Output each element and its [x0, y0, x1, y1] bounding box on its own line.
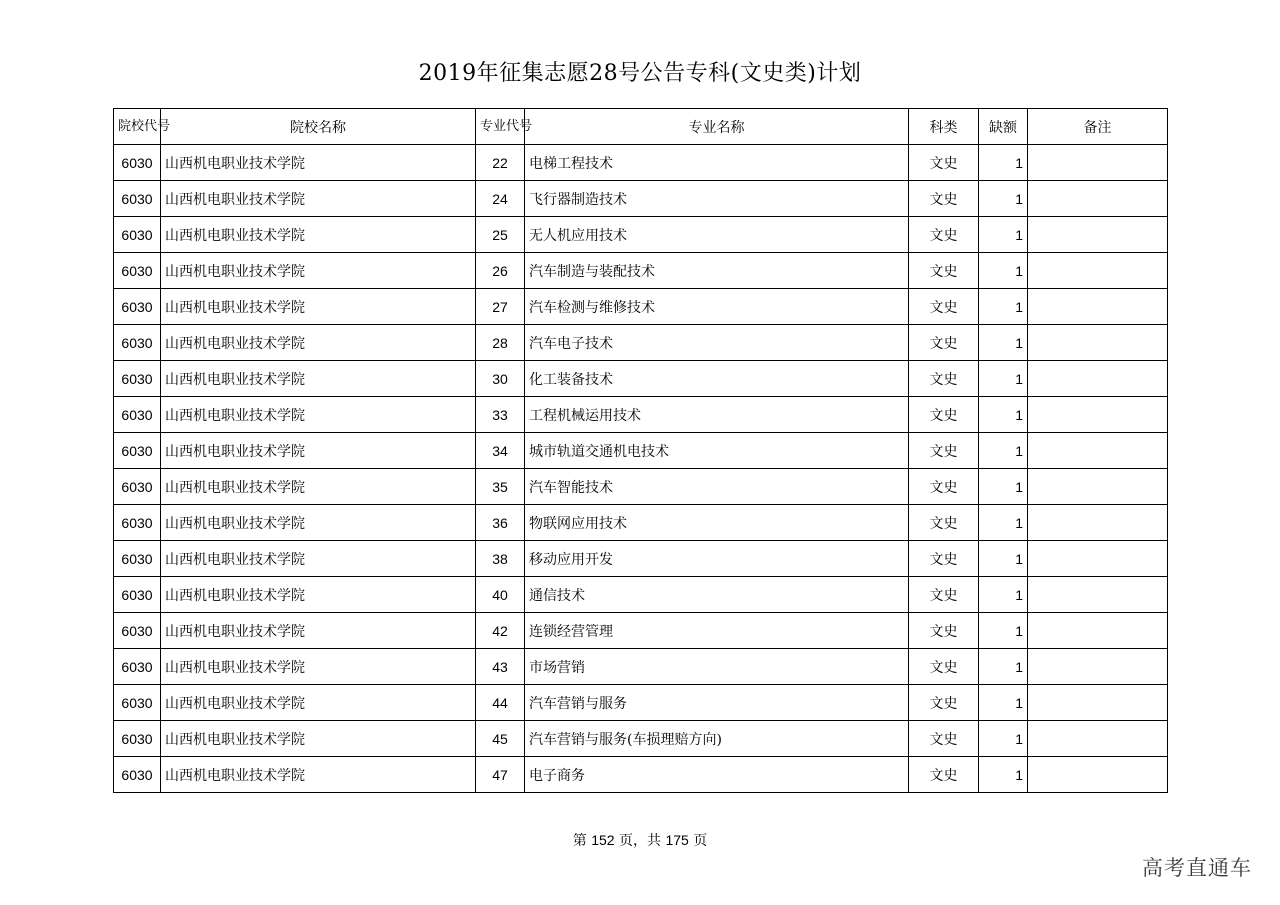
- cell-school-code: 6030: [114, 289, 161, 325]
- cell-major-name: 市场营销: [525, 649, 909, 685]
- cell-major-name: 电子商务: [525, 757, 909, 793]
- cell-note: [1028, 217, 1168, 253]
- table-row: [114, 325, 1168, 361]
- table-row: [114, 613, 1168, 649]
- cell-note: [1028, 325, 1168, 361]
- cell-category: 文史: [909, 685, 979, 721]
- table-row: [114, 649, 1168, 685]
- cell-major-name: 汽车营销与服务: [525, 685, 909, 721]
- cell-vacancy: 1: [979, 685, 1028, 721]
- cell-school-code: 6030: [114, 181, 161, 217]
- cell-school-code: 6030: [114, 613, 161, 649]
- cell-note: [1028, 397, 1168, 433]
- table-row: [114, 541, 1168, 577]
- table-row: [114, 145, 1168, 181]
- cell-major-code: 30: [476, 361, 525, 397]
- cell-major-name: 汽车制造与装配技术: [525, 253, 909, 289]
- cell-school-code: 6030: [114, 325, 161, 361]
- cell-category: 文史: [909, 145, 979, 181]
- cell-vacancy: 1: [979, 613, 1028, 649]
- cell-vacancy: 1: [979, 757, 1028, 793]
- table-row: [114, 433, 1168, 469]
- table-row: [114, 253, 1168, 289]
- footer-middle: 页，共: [619, 833, 661, 849]
- cell-category: 文史: [909, 397, 979, 433]
- cell-school-name: 山西机电职业技术学院: [161, 505, 476, 541]
- cell-note: [1028, 145, 1168, 181]
- header-school-code: 院校代号: [114, 109, 161, 145]
- table-row: [114, 397, 1168, 433]
- cell-school-name: 山西机电职业技术学院: [161, 613, 476, 649]
- header-school-name: 院校名称: [161, 109, 476, 145]
- cell-school-name: 山西机电职业技术学院: [161, 577, 476, 613]
- cell-category: 文史: [909, 325, 979, 361]
- cell-major-name: 城市轨道交通机电技术: [525, 433, 909, 469]
- cell-major-code: 44: [476, 685, 525, 721]
- table-body: [114, 145, 1168, 793]
- cell-school-name: 山西机电职业技术学院: [161, 145, 476, 181]
- cell-vacancy: 1: [979, 433, 1028, 469]
- cell-note: [1028, 289, 1168, 325]
- cell-school-name: 山西机电职业技术学院: [161, 253, 476, 289]
- table-row: [114, 505, 1168, 541]
- cell-school-code: 6030: [114, 577, 161, 613]
- cell-vacancy: 1: [979, 505, 1028, 541]
- cell-note: [1028, 649, 1168, 685]
- cell-school-name: 山西机电职业技术学院: [161, 757, 476, 793]
- cell-school-name: 山西机电职业技术学院: [161, 361, 476, 397]
- enrollment-plan-table: [113, 108, 1168, 793]
- cell-school-code: 6030: [114, 145, 161, 181]
- cell-category: 文史: [909, 541, 979, 577]
- cell-category: 文史: [909, 181, 979, 217]
- cell-note: [1028, 613, 1168, 649]
- header-note: 备注: [1028, 109, 1168, 145]
- cell-school-name: 山西机电职业技术学院: [161, 181, 476, 217]
- cell-major-name: 化工装备技术: [525, 361, 909, 397]
- cell-major-name: 物联网应用技术: [525, 505, 909, 541]
- cell-vacancy: 1: [979, 217, 1028, 253]
- cell-vacancy: 1: [979, 721, 1028, 757]
- cell-major-code: 36: [476, 505, 525, 541]
- table-row: [114, 469, 1168, 505]
- footer-suffix: 页: [693, 833, 708, 849]
- cell-major-name: 无人机应用技术: [525, 217, 909, 253]
- cell-school-name: 山西机电职业技术学院: [161, 721, 476, 757]
- cell-school-name: 山西机电职业技术学院: [161, 649, 476, 685]
- cell-school-name: 山西机电职业技术学院: [161, 217, 476, 253]
- cell-major-name: 汽车检测与维修技术: [525, 289, 909, 325]
- table-row: [114, 181, 1168, 217]
- cell-category: 文史: [909, 361, 979, 397]
- cell-school-code: 6030: [114, 757, 161, 793]
- cell-note: [1028, 757, 1168, 793]
- cell-school-code: 6030: [114, 649, 161, 685]
- cell-school-name: 山西机电职业技术学院: [161, 397, 476, 433]
- footer-total-pages: 175: [665, 832, 689, 848]
- cell-major-code: 33: [476, 397, 525, 433]
- table-row: [114, 577, 1168, 613]
- cell-category: 文史: [909, 253, 979, 289]
- cell-vacancy: 1: [979, 577, 1028, 613]
- cell-major-name: 工程机械运用技术: [525, 397, 909, 433]
- cell-major-code: 38: [476, 541, 525, 577]
- cell-major-code: 22: [476, 145, 525, 181]
- table-header-row: [114, 109, 1168, 145]
- cell-note: [1028, 541, 1168, 577]
- cell-major-name: 通信技术: [525, 577, 909, 613]
- cell-category: 文史: [909, 721, 979, 757]
- cell-vacancy: 1: [979, 361, 1028, 397]
- cell-major-name: 汽车智能技术: [525, 469, 909, 505]
- cell-category: 文史: [909, 649, 979, 685]
- cell-vacancy: 1: [979, 469, 1028, 505]
- cell-vacancy: 1: [979, 649, 1028, 685]
- cell-vacancy: 1: [979, 289, 1028, 325]
- cell-school-code: 6030: [114, 217, 161, 253]
- table-row: [114, 289, 1168, 325]
- cell-vacancy: 1: [979, 325, 1028, 361]
- cell-note: [1028, 577, 1168, 613]
- cell-vacancy: 1: [979, 397, 1028, 433]
- cell-major-code: 26: [476, 253, 525, 289]
- cell-category: 文史: [909, 757, 979, 793]
- cell-note: [1028, 181, 1168, 217]
- cell-vacancy: 1: [979, 253, 1028, 289]
- cell-category: 文史: [909, 217, 979, 253]
- cell-major-code: 34: [476, 433, 525, 469]
- cell-note: [1028, 361, 1168, 397]
- cell-note: [1028, 505, 1168, 541]
- cell-school-name: 山西机电职业技术学院: [161, 325, 476, 361]
- cell-school-code: 6030: [114, 253, 161, 289]
- table-row: [114, 217, 1168, 253]
- cell-category: 文史: [909, 577, 979, 613]
- cell-major-name: 连锁经营管理: [525, 613, 909, 649]
- cell-major-name: 移动应用开发: [525, 541, 909, 577]
- cell-major-code: 27: [476, 289, 525, 325]
- table-row: [114, 685, 1168, 721]
- table-row: [114, 361, 1168, 397]
- cell-major-name: 飞行器制造技术: [525, 181, 909, 217]
- header-category: 科类: [909, 109, 979, 145]
- cell-major-code: 24: [476, 181, 525, 217]
- cell-major-code: 42: [476, 613, 525, 649]
- cell-note: [1028, 685, 1168, 721]
- cell-category: 文史: [909, 469, 979, 505]
- cell-vacancy: 1: [979, 145, 1028, 181]
- page-title: 2019年征集志愿28号公告专科(文史类)计划: [418, 61, 862, 86]
- footer-prefix: 第: [572, 833, 587, 849]
- cell-school-code: 6030: [114, 541, 161, 577]
- cell-major-code: 45: [476, 721, 525, 757]
- cell-school-code: 6030: [114, 469, 161, 505]
- cell-note: [1028, 253, 1168, 289]
- cell-school-code: 6030: [114, 505, 161, 541]
- cell-vacancy: 1: [979, 541, 1028, 577]
- cell-school-name: 山西机电职业技术学院: [161, 469, 476, 505]
- cell-major-name: 汽车电子技术: [525, 325, 909, 361]
- cell-category: 文史: [909, 289, 979, 325]
- cell-school-name: 山西机电职业技术学院: [161, 433, 476, 469]
- cell-school-code: 6030: [114, 685, 161, 721]
- cell-note: [1028, 469, 1168, 505]
- cell-school-code: 6030: [114, 397, 161, 433]
- cell-category: 文史: [909, 505, 979, 541]
- cell-vacancy: 1: [979, 181, 1028, 217]
- footer-current-page: 152: [591, 832, 615, 848]
- cell-school-name: 山西机电职业技术学院: [161, 685, 476, 721]
- cell-major-name: 电梯工程技术: [525, 145, 909, 181]
- header-major-code: 专业代号: [476, 109, 525, 145]
- cell-major-code: 35: [476, 469, 525, 505]
- cell-major-name: 汽车营销与服务(车损理赔方向): [525, 721, 909, 757]
- watermark: 高考直通车: [1142, 856, 1252, 880]
- cell-major-code: 43: [476, 649, 525, 685]
- cell-school-code: 6030: [114, 721, 161, 757]
- page-footer: [0, 830, 1280, 850]
- cell-school-code: 6030: [114, 361, 161, 397]
- cell-category: 文史: [909, 433, 979, 469]
- cell-category: 文史: [909, 613, 979, 649]
- cell-major-code: 47: [476, 757, 525, 793]
- table-row: [114, 757, 1168, 793]
- cell-school-code: 6030: [114, 433, 161, 469]
- cell-note: [1028, 721, 1168, 757]
- table-row: [114, 721, 1168, 757]
- cell-school-name: 山西机电职业技术学院: [161, 541, 476, 577]
- cell-major-code: 40: [476, 577, 525, 613]
- header-vacancy: 缺额: [979, 109, 1028, 145]
- cell-major-code: 25: [476, 217, 525, 253]
- header-major-name: 专业名称: [525, 109, 909, 145]
- cell-school-name: 山西机电职业技术学院: [161, 289, 476, 325]
- cell-major-code: 28: [476, 325, 525, 361]
- cell-note: [1028, 433, 1168, 469]
